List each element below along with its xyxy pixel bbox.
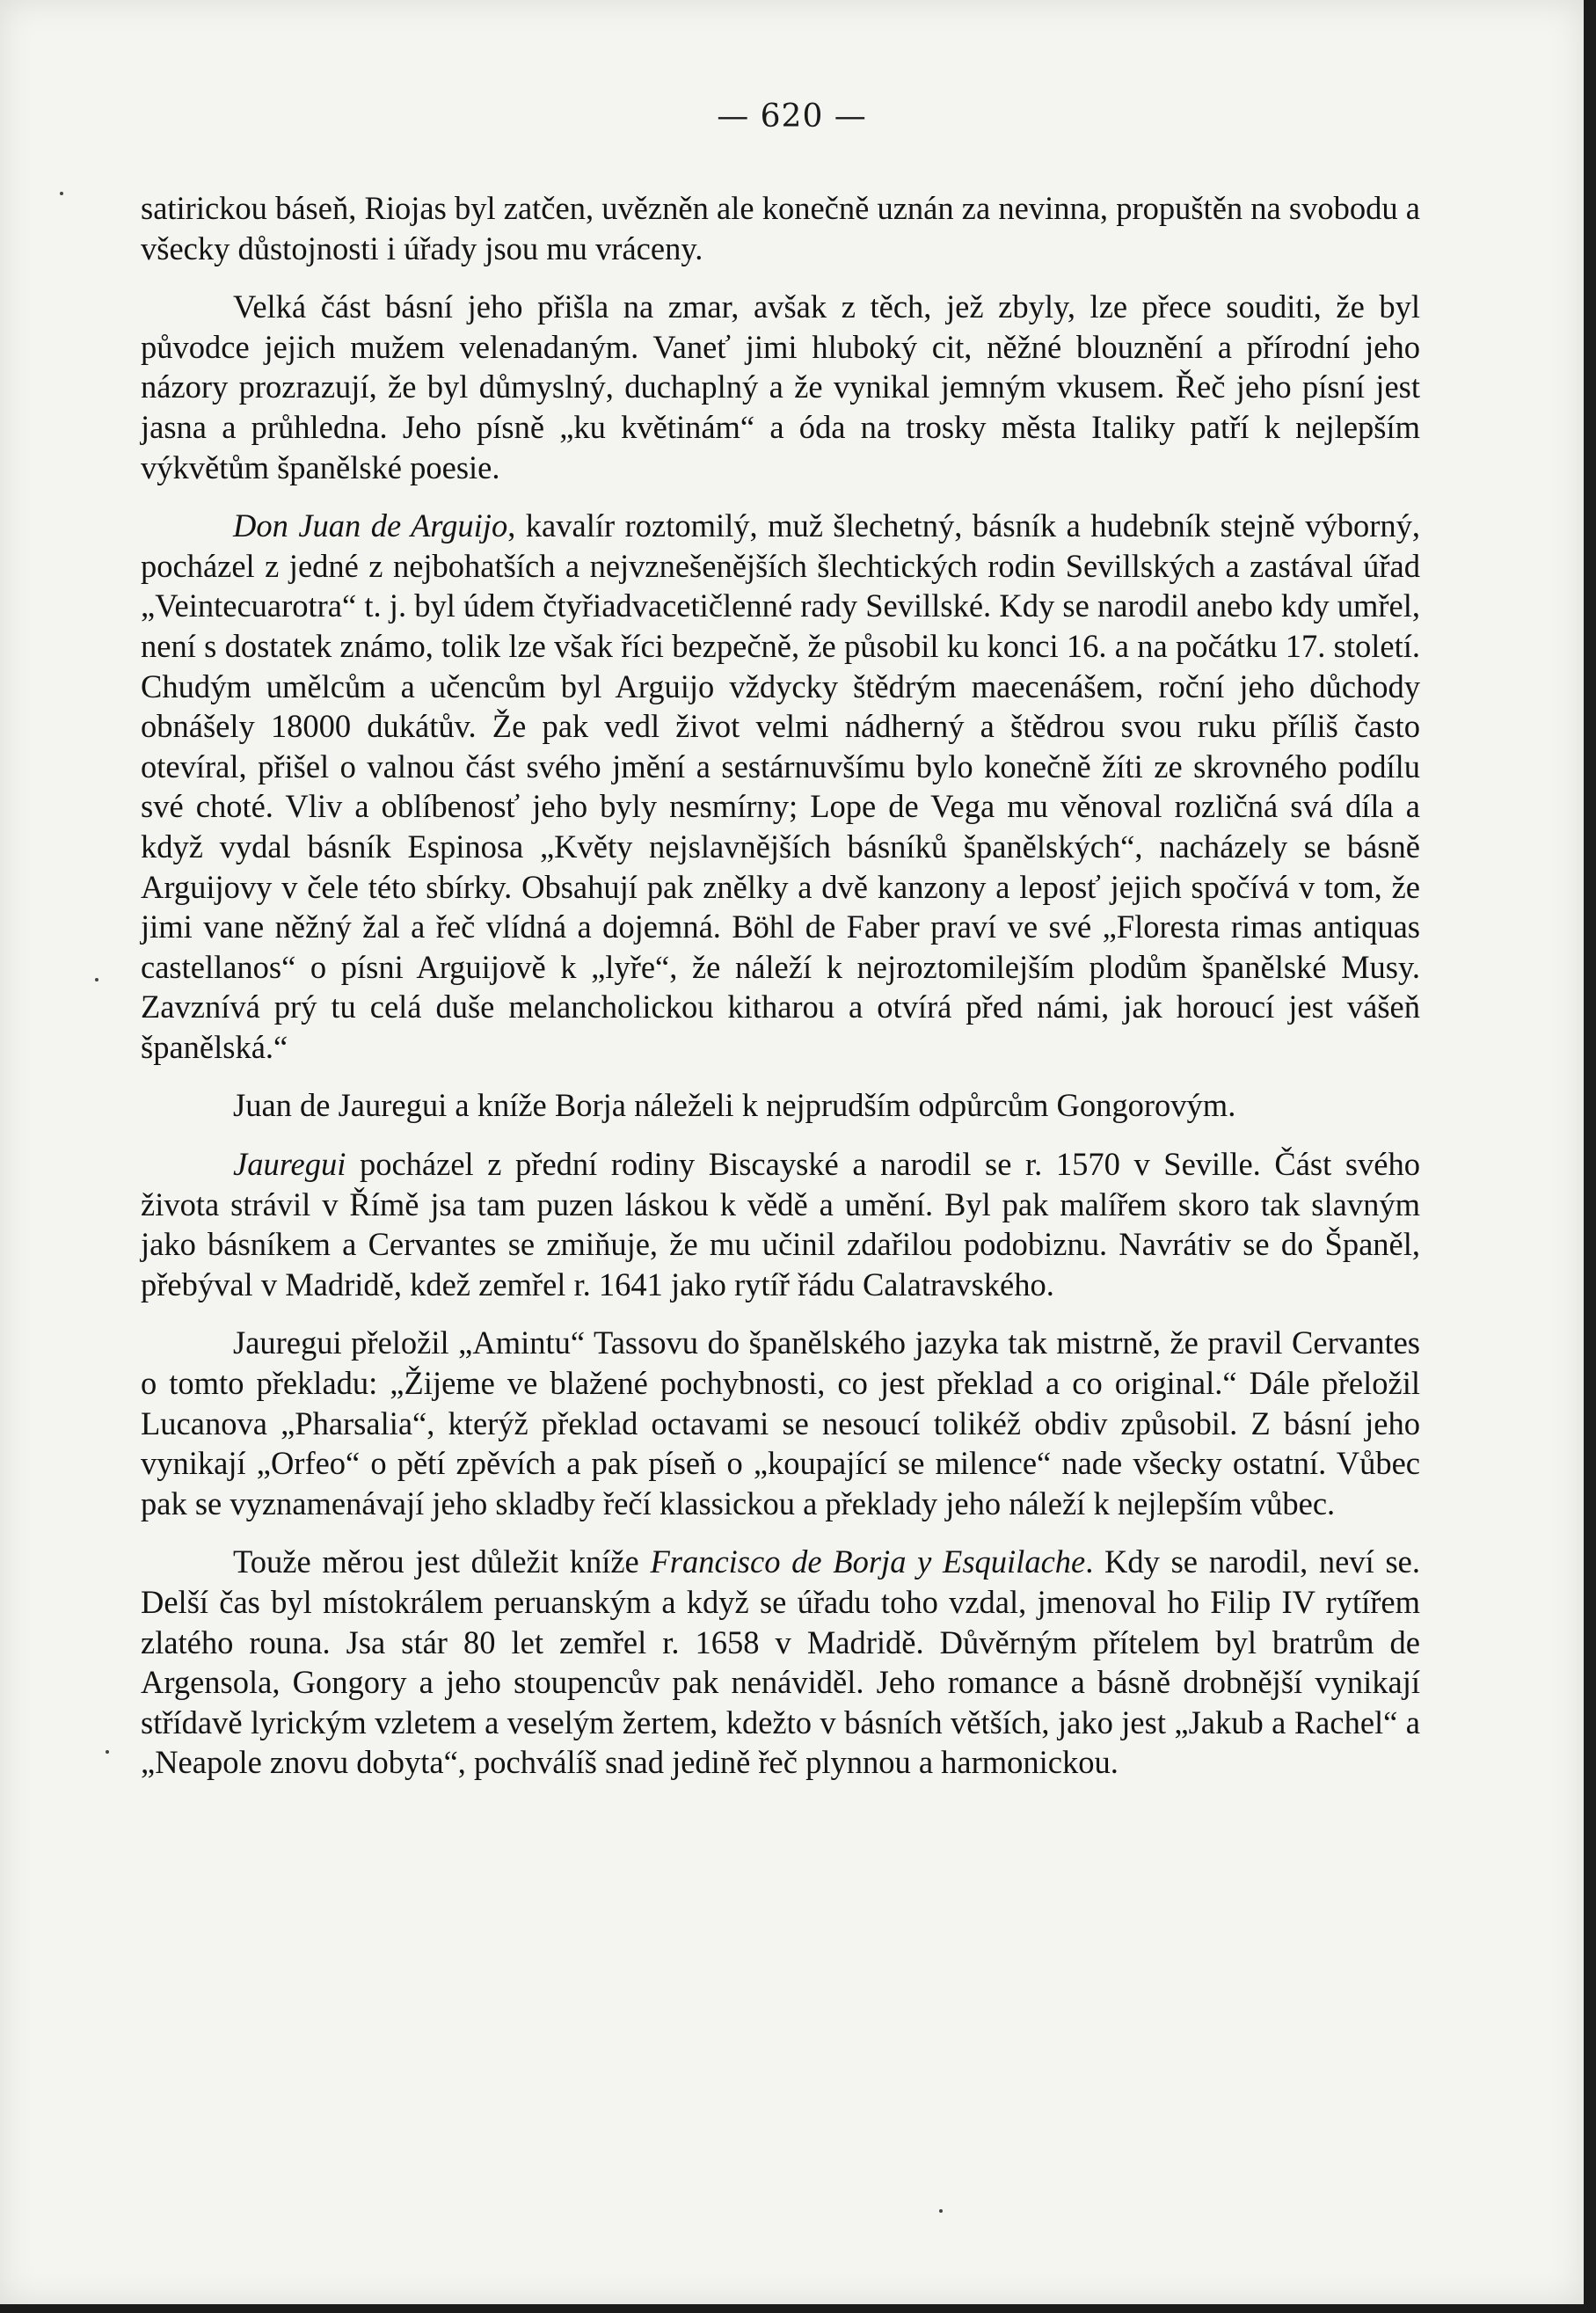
body-text <box>141 188 1420 1783</box>
arguijo-name: Don Juan de Arguijo <box>233 507 508 544</box>
paragraph-1-text: satirickou báseň, Riojas byl zatčen, uvězněn ale konečně uznán za nevinna, propuštěn na svobodu a všecky důstojnosti i úřady jsou mu vráceny. <box>141 190 1420 266</box>
paragraph-4-text: Juan de Jauregui a kníže Borja náleželi k nejprudším odpůrcům Gongorovým. <box>233 1087 1236 1124</box>
paragraph-2 <box>141 287 1420 487</box>
paragraph-5 <box>141 1144 1420 1304</box>
page-number: — 620 — <box>717 99 867 135</box>
borja-name: Francisco de Borja y Esquilache <box>650 1543 1086 1580</box>
paragraph-7 <box>141 1542 1420 1783</box>
scan-speck <box>106 1750 109 1754</box>
paragraph-3-text: , kavalír roztomilý, muž šlechetný, básník a hudebník stejně výborný, pocházel z jedné z nejbohatších a nejvznešenějších šlechtických rodin Sevillských a zastával úřad „Veintecuarotra“ t. j. byl údem čtyřiadvacetičlenné rady Sevillské. Kdy se narodil anebo kdy umřel, není s dostatek známo, tolik lze však říci bezpečně, že působil ku konci 16. a na počátku 17. století. Chudým umělcům a učencům byl Arguijo vždycky štědrým maecenášem, roční jeho důchody obnášely 18000 dukátův. Že pak vedl život velmi nádherný a štědrou svou ruku příliš často otevíral, přišel o valnou část svého jmění a sestárnuvšímu bylo konečně žíti ze skrovného podílu své choté. Vliv a oblíbenosť jeho byly nesmírny; Lope de Vega mu věnoval rozličná svá díla a když vydal básník Espinosa „Květy nejslavnějších básníků španělských“, nacházely se básně Arguijovy v čele této sbírky. Obsahují pak znělky a dvě kanzony a leposť jejich spočívá v tom, že jimi vane něžný žal a řeč vlídná a dojemná. Böhl de Faber praví ve své „Floresta rimas antiquas castellanos“ o písni Arguijově k „lyře“, že náleží k nejroztomilejším plodům španělské Musy. Zavznívá prý tu celá duše melancholickou kitharou a otvírá před námi, jak horoucí jest vášeň španělská.“ <box>141 507 1420 1065</box>
paragraph-5-text: pocházel z přední rodiny Biscayské a narodil se r. 1570 v Seville. Část svého života strávil v Římě jsa tam puzen láskou k vědě a umění. Byl pak malířem skoro tak slavným jako básníkem a Cervantes se zmiňuje, že mu učinil zdařilou podobiznu. Navrátiv se do Španěl, přebýval v Madridě, kdež zemřel r. 1641 jako rytíř řádu Calatravského. <box>141 1146 1420 1302</box>
scan-speck <box>95 978 98 981</box>
scan-speck <box>60 192 63 195</box>
paragraph-4 <box>141 1085 1420 1126</box>
paragraph-7-lead: Touže měrou jest důležit kníže <box>233 1543 651 1580</box>
paragraph-6-text: Jauregui přeložil „Amintu“ Tassovu do španělského jazyka tak mistrně, že pravil Cervantes o tomto překladu: „Žijeme ve blažené pochybnosti, co jest překlad a co original.“ Dále přeložil Lucanova „Pharsalia“, kterýž překlad octavami se nesoucí tolikéž obdiv způsobil. Z básní jeho vynikají „Orfeo“ o pětí zpěvích a pak píseň o „koupající se milence“ nade všecky ostatní. Vůbec pak se vyznamenávají jeho skladby řečí klassickou a překlady jeho náleží k nejlepším vůbec. <box>141 1324 1420 1521</box>
scan-speck <box>939 2209 943 2213</box>
paragraph-7-text: . Kdy se narodil, neví se. Delší čas byl místokrálem peruanským a když se úřadu toho vzdal, jmenoval ho Filip IV rytířem zlatého rouna. Jsa stár 80 let zemřel r. 1658 v Madridě. Důvěrným přítelem byl bratrům de Argensola, Gongory a jeho stoupencův pak nenáviděl. Jeho romance a básně drobnější vynikají střídavě lyrickým vzletem a veselým žertem, kdežto v básních větších, jako jest „Jakub a Rachel“ a „Neapole znovu dobyta“, pochválíš snad jedině řeč plynnou a harmonickou. <box>141 1543 1420 1781</box>
paragraph-2-text: Velká část básní jeho přišla na zmar, avšak z těch, jež zbyly, lze přece souditi, že byl původce jejich mužem velenadaným. Vaneť jimi hluboký cit, něžné blouznění a přírodní jeho názory prozrazují, že byl důmyslný, duchaplný a že vynikal jemným vkusem. Řeč jeho písní jest jasna a průhledna. Jeho písně „ku květinám“ a óda na trosky města Italiky patří k nejlepším výkvětům španělské poesie. <box>141 288 1420 485</box>
paragraph-3 <box>141 506 1420 1067</box>
paragraph-1 <box>141 188 1420 268</box>
jauregui-name: Jauregui <box>233 1146 346 1183</box>
paragraph-6 <box>141 1323 1420 1523</box>
